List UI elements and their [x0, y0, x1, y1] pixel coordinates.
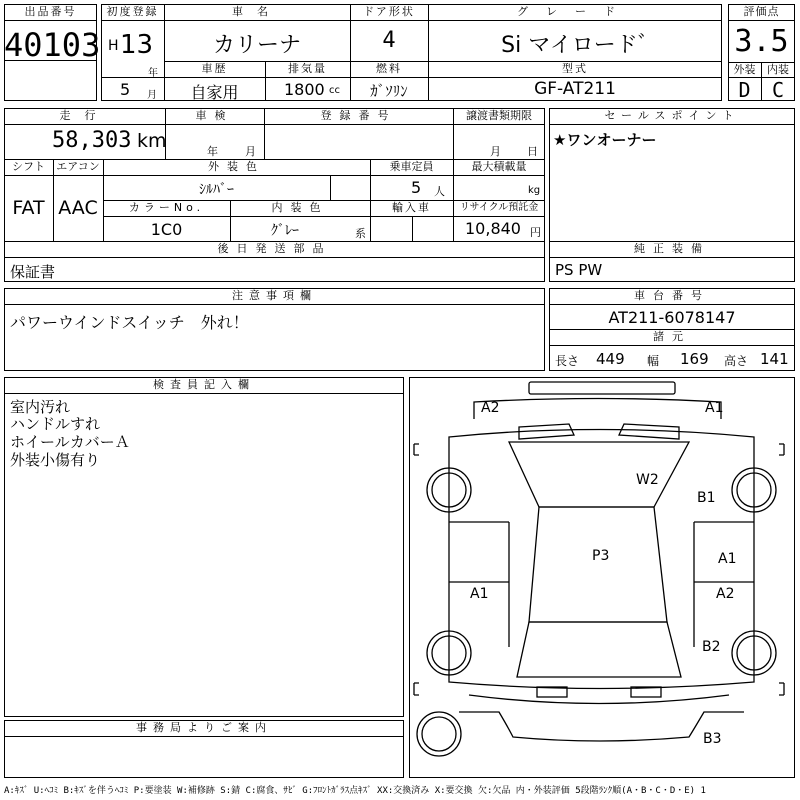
inspector-label: 検査員記入欄 [153, 378, 255, 391]
exterior-grade: D [738, 78, 751, 102]
width: 169 [680, 350, 709, 368]
exterior-label: 外装 [733, 63, 756, 76]
damage-mark: B2 [702, 639, 721, 655]
later-parts: 保証書 [10, 263, 56, 281]
first-reg-label: 初度登録 [106, 5, 159, 18]
score-label: 評価点 [743, 5, 780, 18]
width-label: 幅 [647, 354, 660, 368]
car-name-label: 車名 [232, 5, 282, 18]
month-unit: 月 [147, 90, 157, 101]
length: 449 [596, 350, 625, 368]
model-code: GF-AT211 [534, 79, 616, 99]
grade-label: グレード [517, 5, 633, 18]
sales-point-label: セールスポイント [604, 109, 740, 122]
lot-no: 40103 [4, 26, 101, 64]
color-no-label: カラーNo. [128, 201, 205, 214]
int-color-suffix: 系 [355, 227, 366, 240]
ext-color-label: 外装色 [208, 160, 265, 173]
door-label: ドア形状 [363, 5, 415, 18]
inspector-line: ホイールカバーＡ [10, 433, 130, 451]
damage-mark: A1 [705, 400, 724, 416]
shift-label: シフト [12, 160, 45, 173]
mileage-unit: km [137, 130, 167, 152]
model-code-label: 型式 [562, 62, 588, 75]
later-parts-label: 後日発送部品 [217, 242, 332, 255]
doors: 4 [382, 28, 396, 53]
office-label: 事務局よりご案内 [136, 721, 272, 734]
recycle-unit: 円 [530, 226, 541, 239]
era: H [108, 38, 119, 54]
height-label: 高さ [724, 354, 749, 368]
inspector-line: 室内汚れ [10, 398, 71, 416]
displacement: 1800 [284, 80, 325, 99]
int-color: ｸﾞﾚｰ [271, 223, 299, 239]
shift: FAT [12, 197, 45, 219]
displacement-unit: cc [329, 85, 340, 96]
car-outline [409, 377, 795, 778]
fuel: ｶﾞｿﾘﾝ [370, 82, 408, 100]
capacity-label: 乗車定員 [389, 160, 434, 173]
length-label: 長さ [555, 354, 580, 368]
caution: パワーウインドスイッチ 外れ！ [10, 313, 249, 332]
damage-mark: A2 [481, 400, 500, 416]
ext-color: ｼﾙﾊﾞｰ [199, 182, 234, 198]
capacity: 5 [411, 178, 422, 197]
recycle: 10,840 [465, 219, 521, 238]
mileage: 58,303 [52, 128, 132, 153]
damage-mark: B1 [697, 490, 716, 506]
interior-label: 内装 [767, 63, 789, 76]
import-label: 輸入車 [392, 201, 431, 214]
grade: Si マイロードﾞ [501, 33, 649, 58]
chassis-label: 車台番号 [634, 289, 710, 302]
capacity-unit: 人 [434, 185, 445, 198]
dims-label: 諸元 [653, 330, 691, 343]
inspection-label: 車検 [195, 109, 234, 122]
aircon-label: エアコン [56, 160, 100, 173]
transfer-month-unit: 月 [490, 145, 501, 158]
transfer-label: 譲渡書類期限 [466, 109, 532, 122]
sales-point: ★ワンオーナー [553, 131, 657, 149]
year-unit: 年 [148, 68, 158, 79]
genuine: PS PW [555, 261, 603, 279]
inspection-year-unit: 年 [207, 145, 218, 158]
inspector-line: ハンドルすれ [10, 415, 101, 433]
reg-month: 5 [120, 80, 131, 99]
history: 自家用 [190, 83, 239, 102]
max-load-unit: kg [528, 185, 541, 196]
damage-mark: A1 [470, 586, 489, 602]
legend: A:ｷｽﾞ U:ﾍｺﾐ B:ｷｽﾞを伴うﾍｺﾐ P:要塗装 W:補修跡 S:錆 C:腐食、ｻﾋﾞ G:ﾌﾛﾝﾄｶﾞﾗｽ点ｷｽﾞ XX:交換済み X:要交換 欠:欠品 内・外装評価 5段階ﾗﾝｸ順(A・B・C・D・E) 1 [4, 786, 706, 796]
damage-mark: A1 [718, 551, 737, 567]
score: 3.5 [734, 24, 789, 59]
chassis: AT211-6078147 [608, 308, 736, 327]
mileage-label: 走行 [59, 109, 110, 122]
recycle-label: リサイクル預託金 [459, 202, 539, 213]
damage-mark: W2 [636, 472, 659, 488]
damage-mark: A2 [716, 586, 735, 602]
transfer-day-unit: 日 [527, 145, 538, 158]
height: 141 [760, 350, 789, 368]
damage-mark: B3 [703, 731, 722, 747]
car-name: カリーナ [212, 33, 301, 58]
registration-label: 登録番号 [320, 109, 397, 122]
displacement-label: 排気量 [288, 62, 327, 75]
history-label: 車歴 [201, 62, 228, 75]
interior-grade: C [771, 78, 785, 102]
reg-year: 13 [120, 30, 154, 60]
damage-mark: P3 [592, 548, 610, 564]
max-load-label: 最大積載量 [471, 160, 527, 173]
inspection-month-unit: 月 [245, 145, 256, 158]
color-no: 1C0 [150, 220, 183, 239]
caution-label: 注意事項欄 [232, 289, 317, 302]
lot-no-label: 出品番号 [24, 5, 77, 18]
inspector-line: 外装小傷有り [10, 451, 101, 469]
int-color-label: 内装色 [271, 201, 329, 214]
aircon: AAC [58, 197, 98, 219]
fuel-label: 燃料 [376, 62, 402, 75]
genuine-label: 純正装備 [634, 242, 710, 255]
